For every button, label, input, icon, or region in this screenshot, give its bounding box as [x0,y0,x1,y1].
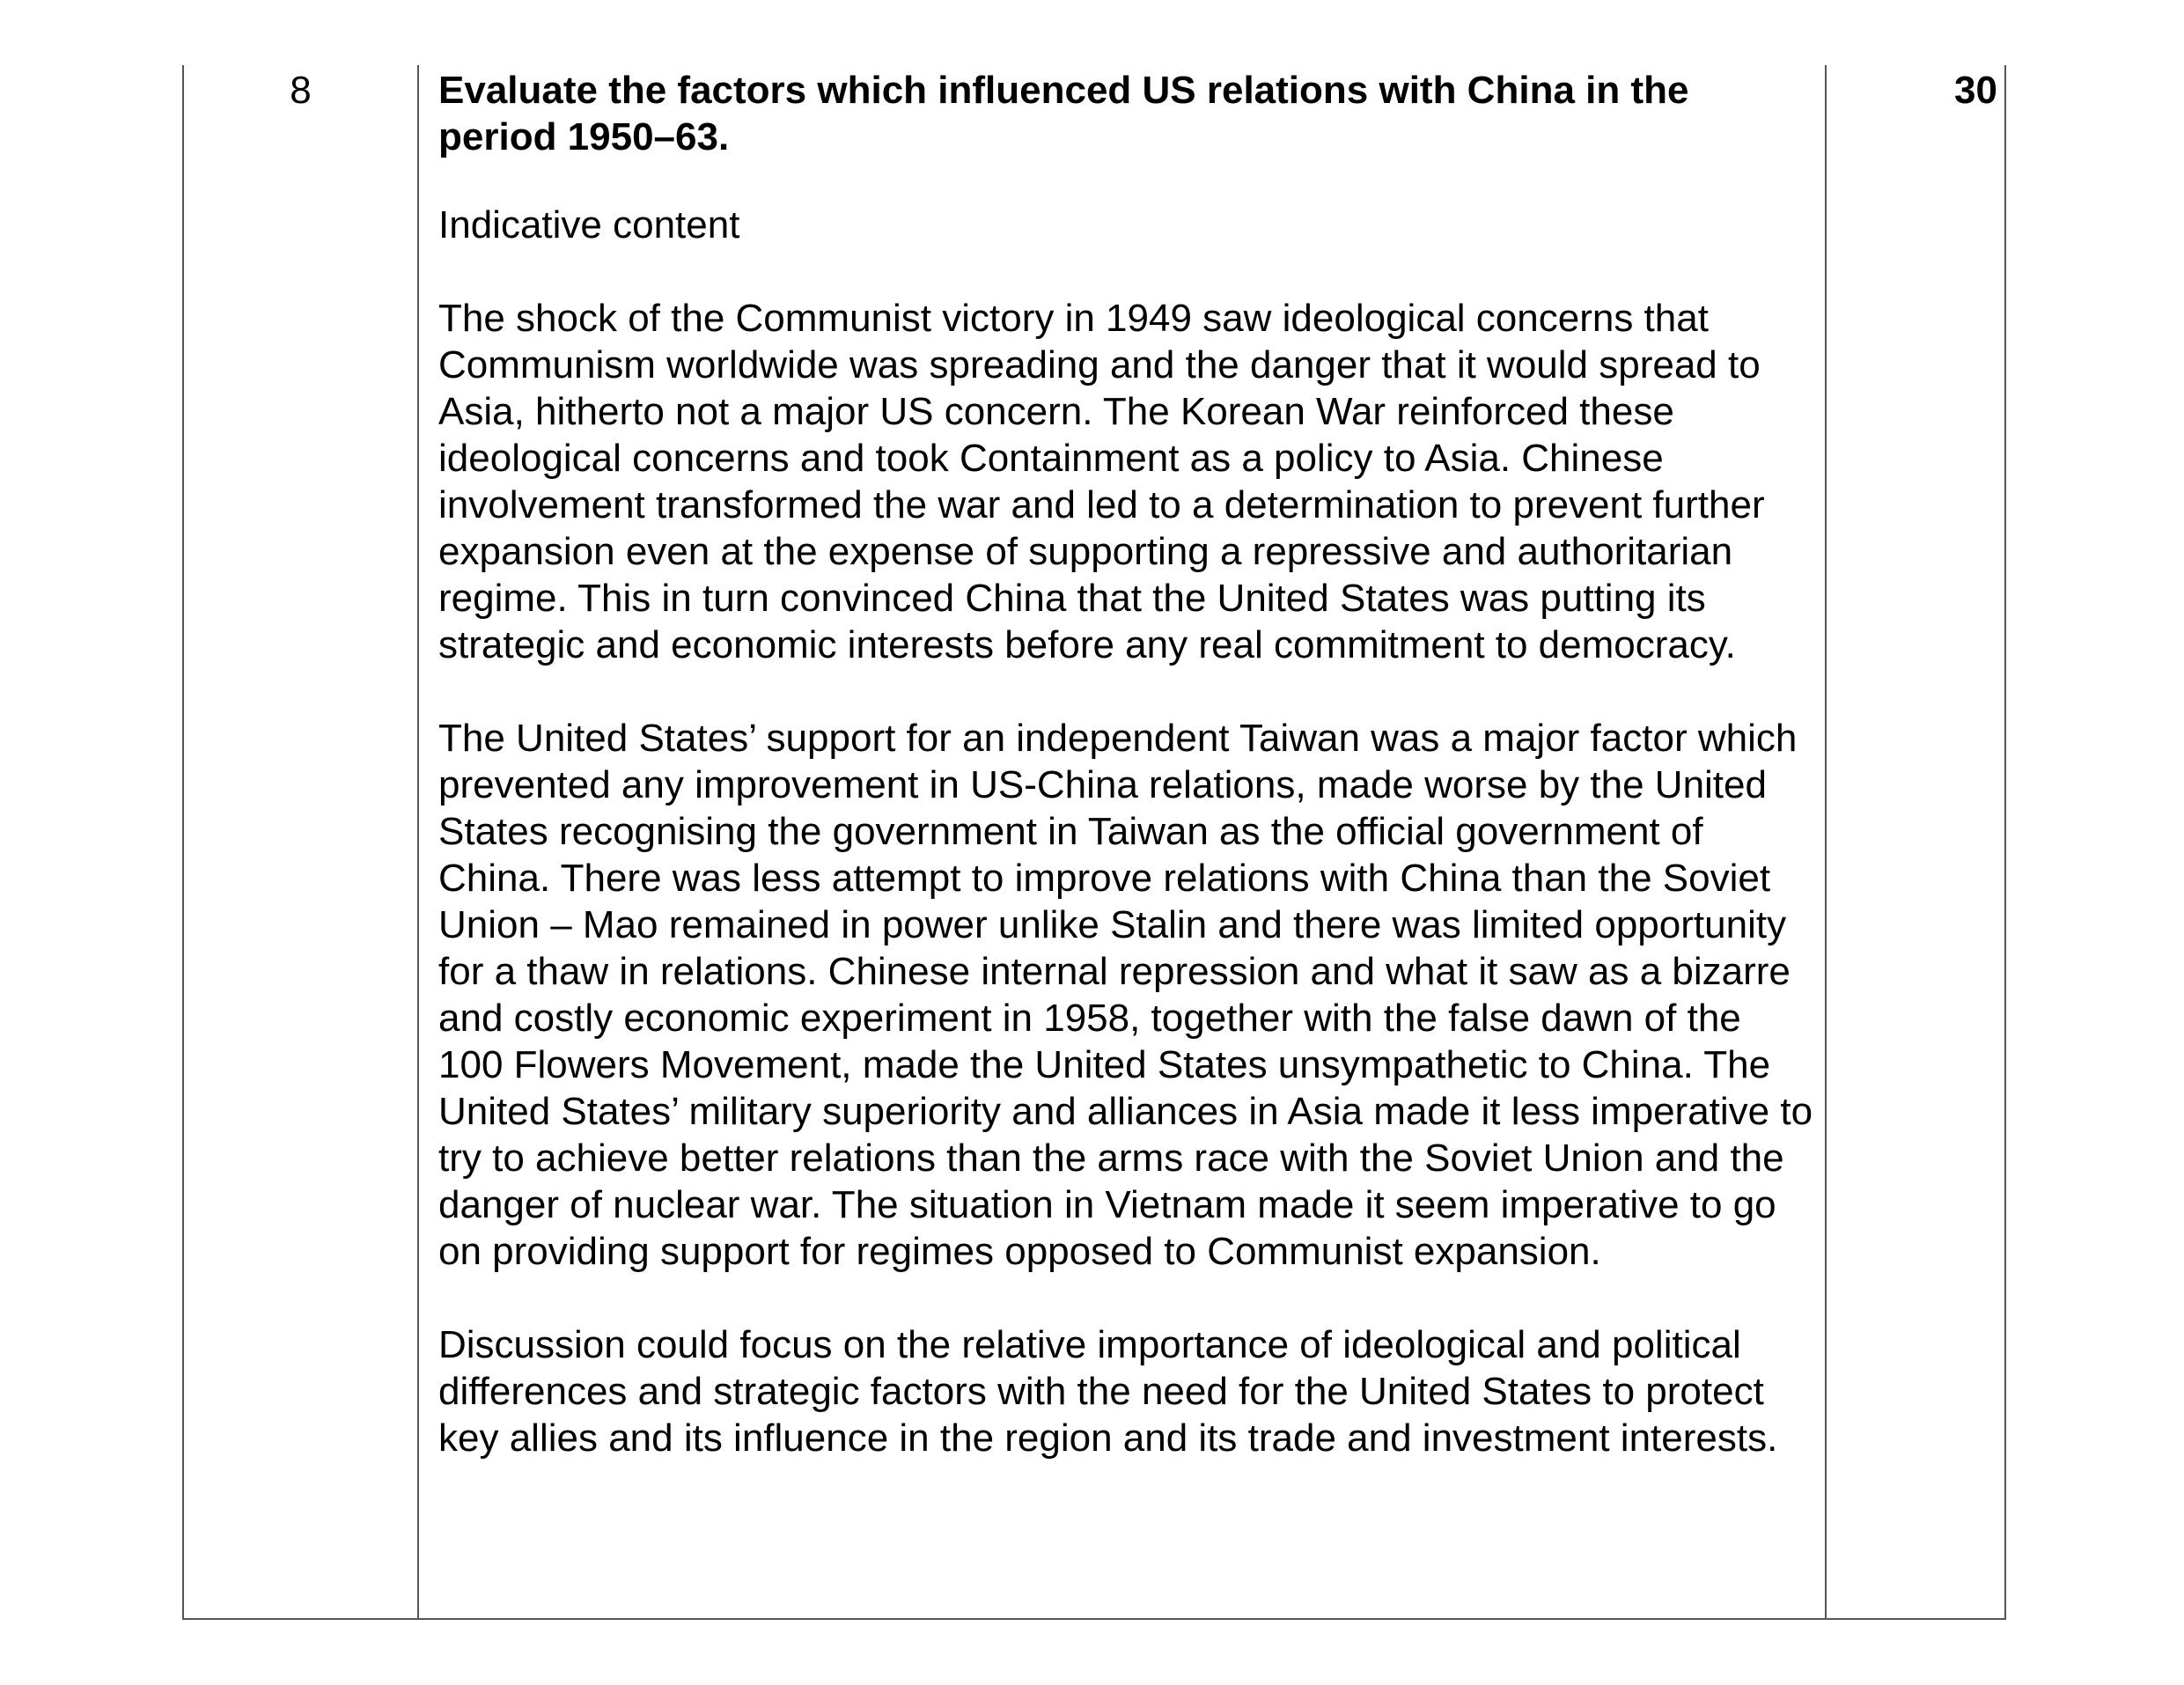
content-paragraph: The United States’ support for an independent Taiwan was a major factor which prevented any improvement in US-China relations, made worse by the United States recognising the government in Taiwan as the official government of China. There was less attempt to improve relations with China than the Soviet Union – Mao remained in power unlike Stalin and there was limited opportunity for a thaw in relations. Chinese internal repression and what it saw as a bizarre and costly economic experiment in 1958, together with the false dawn of the 100 Flowers Movement, made the United States unsympathetic to China. The United States’ military superiority and alliances in Asia made it less imperative to try to achieve better relations than the arms race with the Soviet Union and the danger of nuclear war. The situation in Vietnam made it seem imperative to go on providing support for regimes opposed to Communist expansion. [438,717,1813,1273]
mark-scheme-table [182,65,2006,1620]
marks-value: 30 [1954,69,1997,112]
question-text: Evaluate the factors which influenced US relations with China in the period 1950–63. [438,69,1689,158]
answer-content [438,67,1816,1461]
column-divider [1825,65,1827,1618]
indicative-content-heading: Indicative content [438,203,740,246]
content-paragraph: Discussion could focus on the relative importance of ideological and political differences and strategic factors with the need for the United States to protect key allies and its influence in the region and its trade and investment interests. [438,1323,1778,1460]
column-divider [417,65,419,1618]
content-paragraph: The shock of the Communist victory in 1949 saw ideological concerns that Communism worldwide was spreading and the danger that it would spread to Asia, hitherto not a major US concern. The Korean War reinforced these ideological concerns and took Containment as a policy to Asia. Chinese involvement transformed the war and led to a determination to prevent further expansion even at the expense of supporting a repressive and authoritarian regime. This in turn convinced China that the United States was putting its strategic and economic interests before any real commitment to democracy. [438,297,1765,666]
question-number: 8 [290,69,312,112]
